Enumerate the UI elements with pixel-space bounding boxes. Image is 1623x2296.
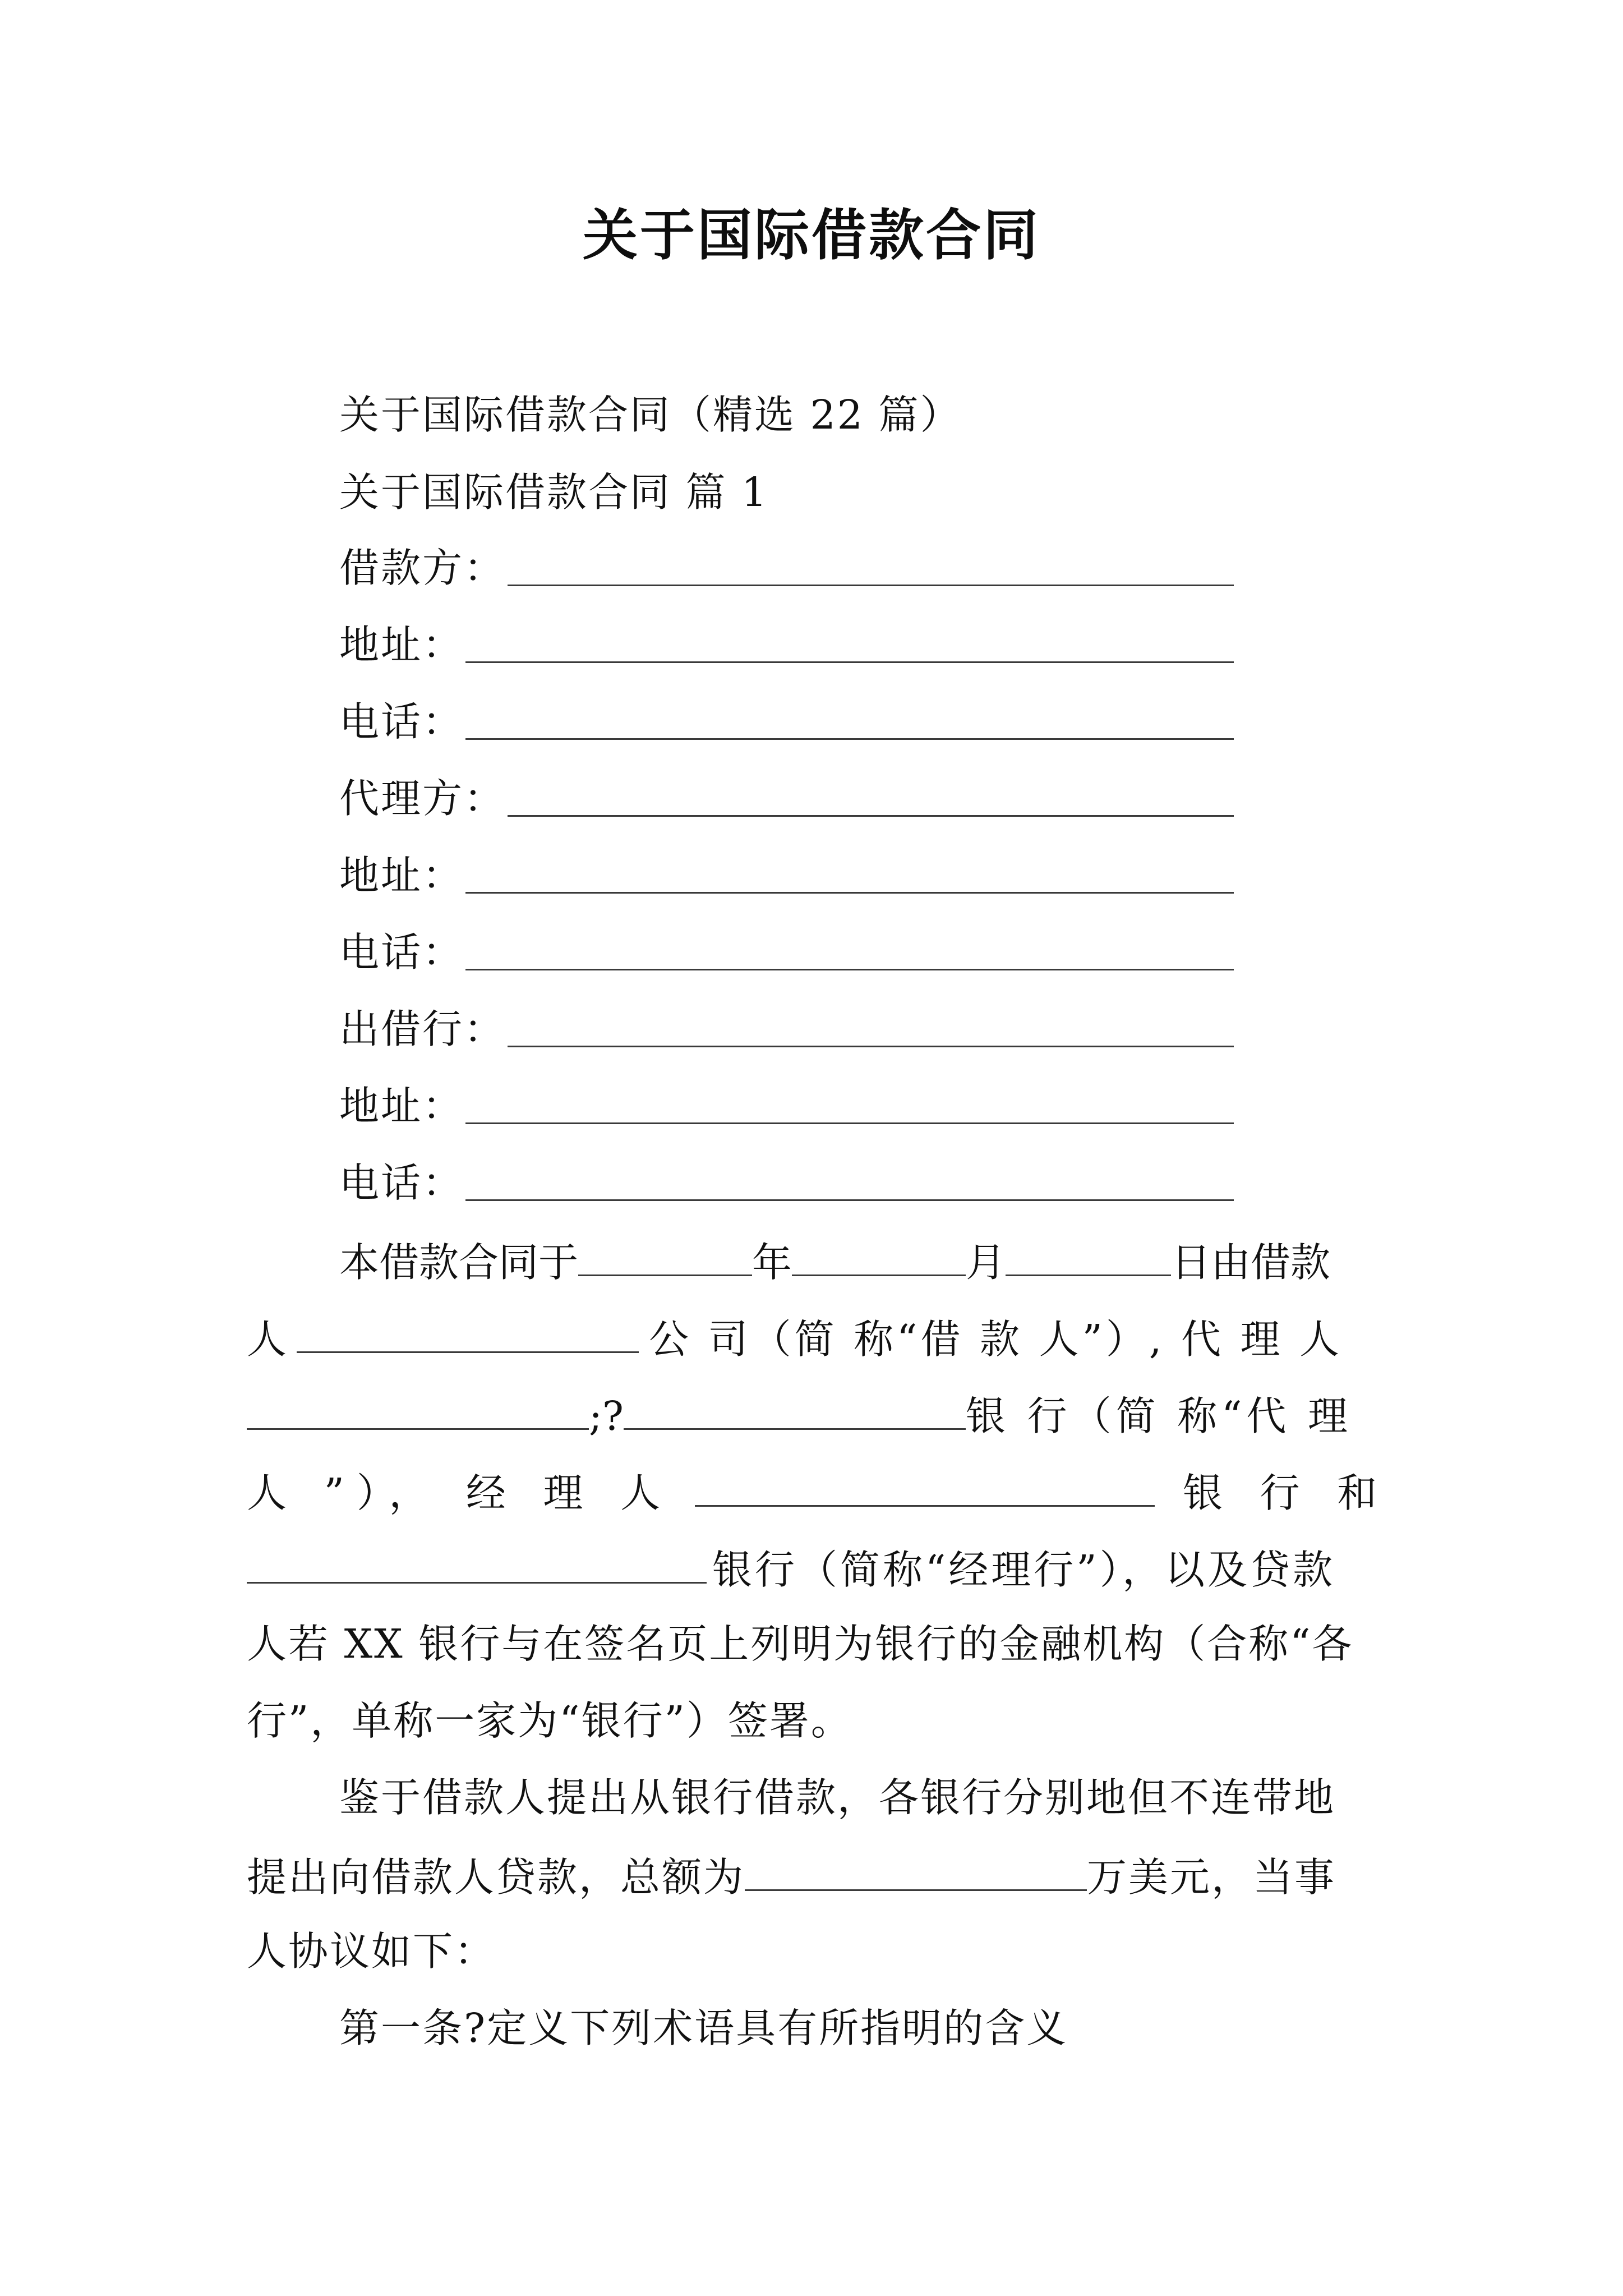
- field-lending-bank-phone: [339, 1155, 1237, 1211]
- blank-line: [695, 1462, 1155, 1507]
- blank-line: [624, 1386, 966, 1430]
- paragraph-line: [339, 1232, 1330, 1291]
- blank-line: [297, 1309, 639, 1353]
- blank-line: [578, 1232, 752, 1276]
- paragraph-line: 行”，单称一家为“银行”）签署。: [247, 1697, 852, 1744]
- paragraph-line: 人协议如下：: [247, 1928, 496, 1975]
- paragraph-line: [247, 1309, 1343, 1368]
- text-segment: 月: [966, 1239, 1006, 1286]
- text-segment: 人 ”）， 经 理 人: [247, 1470, 673, 1516]
- field-blank-line: [465, 1122, 1234, 1124]
- field-blank-line: [508, 585, 1234, 586]
- field-borrower-address: [339, 617, 1237, 673]
- field-label: 借款方：: [339, 545, 506, 591]
- text-segment: 日由借款: [1171, 1239, 1331, 1286]
- paragraph-line: [247, 1847, 1336, 1906]
- blank-line: [247, 1386, 589, 1430]
- field-blank-line: [465, 892, 1234, 894]
- field-agent-phone: [339, 924, 1237, 981]
- text-segment: 人: [247, 1316, 287, 1363]
- blank-line: [1006, 1232, 1171, 1276]
- field-borrower: [339, 540, 1237, 596]
- text-segment: 银行（简称“经理行”），以及贷款: [712, 1547, 1336, 1593]
- field-label: 出借行：: [339, 1006, 506, 1052]
- field-agent: [339, 771, 1237, 827]
- field-borrower-phone: [339, 694, 1237, 750]
- text-segment: 本借款合同于: [339, 1239, 579, 1286]
- text-segment: 提出向借款人贷款，总额为: [247, 1854, 745, 1901]
- field-label: 地址：: [339, 852, 464, 899]
- field-agent-address: [339, 848, 1237, 904]
- field-label: 地址：: [339, 622, 464, 668]
- paragraph-line: 鉴于借款人提出从银行借款，各银行分别地但不连带地: [339, 1774, 1336, 1821]
- paragraph-line: [247, 1386, 1352, 1444]
- field-label: 电话：: [339, 929, 464, 976]
- text-segment: 银 行（简 称“代 理: [966, 1393, 1353, 1439]
- field-lending-bank-address: [339, 1078, 1237, 1134]
- field-blank-line: [465, 1199, 1234, 1201]
- blank-line: [792, 1232, 966, 1276]
- field-label: 地址：: [339, 1083, 464, 1129]
- paragraph-line: [247, 1462, 1389, 1521]
- field-blank-line: [508, 1046, 1234, 1047]
- paragraph-line: 人若 XX 银行与在签名页上列明为银行的金融机构（合称“各: [247, 1621, 1354, 1667]
- field-blank-line: [465, 738, 1234, 740]
- text-segment: 银 行 和: [1183, 1470, 1390, 1516]
- text-segment: 年: [752, 1239, 792, 1286]
- document-title: 关于国际借款合同: [582, 204, 1040, 268]
- field-lending-bank: [339, 1001, 1237, 1057]
- section-heading: 关于国际借款合同 篇 1: [339, 469, 769, 516]
- field-label: 电话：: [339, 1159, 464, 1206]
- paragraph-line: [247, 1539, 1335, 1598]
- field-blank-line: [465, 969, 1234, 970]
- article-heading: 第一条?定义下列术语具有所指明的含义: [339, 2005, 1068, 2051]
- field-label: 代理方：: [339, 775, 506, 822]
- blank-line: [247, 1539, 707, 1584]
- text-segment: 公 司（简 称“借 款 人”）, 代 理 人: [649, 1316, 1343, 1363]
- blank-line: [745, 1847, 1087, 1891]
- document-subtitle: 关于国际借款合同（精选 22 篇）: [339, 392, 962, 438]
- text-segment: 万美元，当事: [1087, 1854, 1336, 1901]
- field-label: 电话：: [339, 698, 464, 745]
- field-blank-line: [508, 815, 1234, 817]
- text-segment: ;?: [589, 1393, 624, 1439]
- field-blank-line: [465, 661, 1234, 663]
